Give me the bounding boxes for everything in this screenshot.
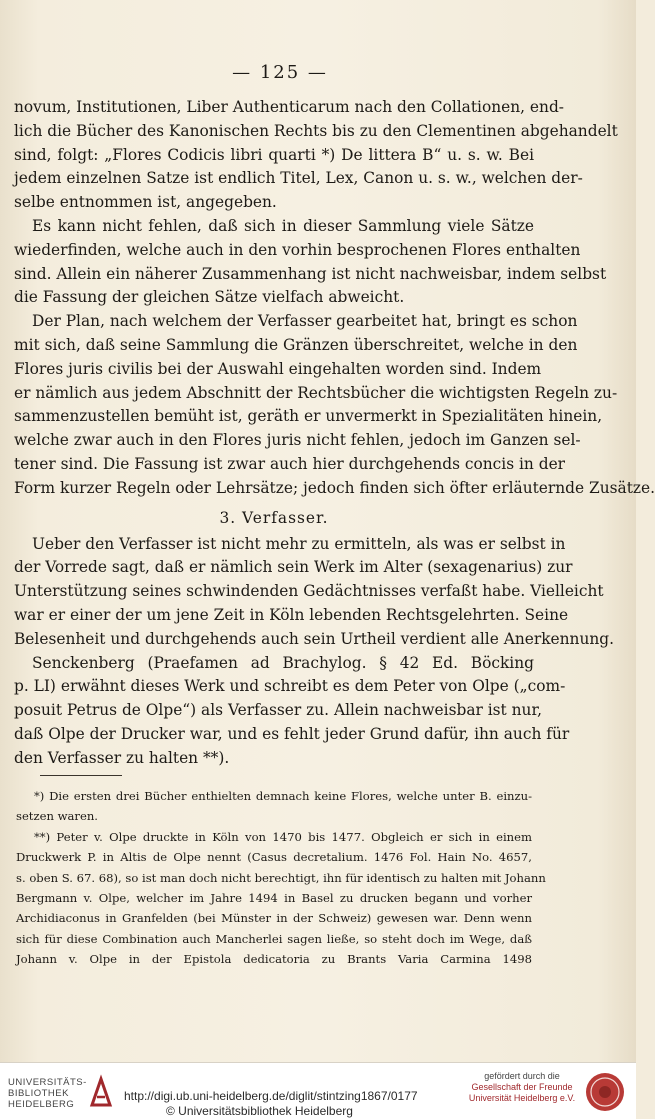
section-line: Belesenheit und durchgehends auch sein Urtheil verdient alle Anerkennung.: [14, 629, 615, 648]
footnotes: [16, 786, 546, 970]
library-name-line: UNIVERSITÄTS-: [8, 1077, 87, 1088]
body-line: Flores juris civilis bei der Auswahl eingehalten worden sind. Indem: [14, 359, 542, 378]
footnote-line: *) Die ersten drei Bücher enthielten demnach keine Flores, welche unter B. einzu-: [34, 789, 532, 803]
body-line: selbe entnommen ist, angegeben.: [14, 193, 277, 212]
body-line: die Fassung der gleichen Sätze vielfach abweicht.: [14, 288, 405, 307]
library-logo[interactable]: [8, 1077, 87, 1110]
section-line: den Verfasser zu halten **).: [14, 748, 230, 767]
footnote-line: setzen waren.: [16, 809, 98, 824]
body-text: [14, 96, 655, 771]
section-line: daß Olpe der Drucker war, und es fehlt jeder Grund dafür, ihn auch für: [14, 724, 570, 743]
section-line: war er einer der um jene Zeit in Köln lebenden Rechtsgelehrten. Seine: [14, 605, 569, 624]
section-line: posuit Petrus de Olpe“) als Verfasser zu. Allein nachweisbar ist nur,: [14, 701, 543, 720]
section-line: Ueber den Verfasser ist nicht mehr zu ermitteln, als was er selbst in: [32, 534, 566, 553]
body-line: jedem einzelnen Satze ist endlich Titel, Lex, Canon u. s. w., welchen der-: [14, 169, 583, 188]
page-number: — 125 —: [232, 62, 328, 83]
body-line: Es kann nicht fehlen, daß sich in dieser Sammlung viele Sätze: [32, 216, 534, 235]
footnote-line: Archidiaconus in Granfelden (bei Münster in der Schweiz) gewesen war. Denn wenn: [16, 911, 532, 926]
citation-block: [124, 1089, 454, 1119]
body-line: novum, Institutionen, Liber Authenticarum nach den Collationen, end-: [14, 98, 565, 116]
section-line: p. LI) erwähnt dieses Werk und schreibt es dem Peter von Olpe („com-: [14, 677, 566, 696]
section-line: Unterstützung seines schwindenden Gedächtnisses verfaßt habe. Vielleicht: [14, 582, 604, 601]
footnote-line: Druckwerk P. in Altis de Olpe nennt (Casus decretalium. 1476 Fol. Hain No. 4657,: [16, 850, 532, 865]
sponsor-logo[interactable]: [466, 1071, 578, 1104]
footnote-line: s. oben S. 67. 68), so ist man doch nicht berechtigt, ihn für identisch zu halten mit Johann: [16, 870, 546, 885]
section-line: Senckenberg (Praefamen ad Brachylog. § 42 Ed. Böcking: [32, 653, 534, 672]
sponsor-line: Universität Heidelberg e.V.: [468, 1093, 576, 1103]
library-mark-icon: [88, 1075, 114, 1109]
body-line: lich die Bücher des Kanonischen Rechts bis zu den Clementinen abgehandelt: [14, 121, 618, 140]
body-line: tener sind. Die Fassung ist zwar auch hier durchgehends concis in der: [14, 454, 566, 473]
section-heading: 3. Verfasser.: [219, 508, 329, 527]
body-line: wiederfinden, welche auch in den vorhin besprochenen Flores enthalten: [14, 240, 581, 259]
body-line: sammenzustellen bemüht ist, geräth er unvermerkt in Spezialitäten hinein,: [14, 407, 603, 426]
library-name-line: HEIDELBERG: [8, 1099, 75, 1110]
body-line: er nämlich aus jedem Abschnitt der Rechtsbücher die wichtigsten Regeln zu-: [14, 383, 618, 402]
sponsor-line: gefördert durch die: [484, 1071, 560, 1081]
body-line: sind, folgt: „Flores Codicis libri quarti *) De littera B“ u. s. w. Bei: [14, 145, 534, 164]
library-name-line: BIBLIOTHEK: [8, 1088, 69, 1099]
section-line: der Vorrede sagt, daß er nämlich sein Werk im Alter (sexagenarius) zur: [14, 558, 573, 577]
body-line: Der Plan, nach welchem der Verfasser gearbeitet hat, bringt es schon: [32, 312, 578, 331]
sponsor-line: Gesellschaft der Freunde: [471, 1082, 573, 1092]
footnote-line: Bergmann v. Olpe, welcher im Jahre 1494 in Basel zu drucken begann und vorher: [16, 890, 532, 905]
body-line: mit sich, daß seine Sammlung die Gränzen überschreitet, welche in den: [14, 335, 578, 354]
footnote-line: sich für diese Combination auch Mancherlei sagen ließe, so steht doch im Wege, daß: [16, 931, 532, 946]
footnote-line: Johann v. Olpe in der Epistola dedicatoria zu Brants Varia Carmina 1498: [16, 952, 532, 967]
footnote-rule: [40, 775, 122, 776]
permalink-url[interactable]: http://digi.ub.uni-heidelberg.de/diglit/stintzing1867/0177: [124, 1089, 418, 1103]
body-line: sind. Allein ein näherer Zusammenhang ist nicht nachweisbar, indem selbst: [14, 264, 607, 283]
body-line: Form kurzer Regeln oder Lehrsätze; jedoch finden sich öfter erläuternde Zusätze.: [14, 478, 655, 497]
copyright-text: © Universitätsbibliothek Heidelberg: [166, 1104, 353, 1118]
body-line: welche zwar auch in den Flores juris nicht fehlen, jedoch im Ganzen sel-: [14, 431, 581, 450]
university-seal-icon: [584, 1071, 626, 1113]
footnote-line: **) Peter v. Olpe druckte in Köln von 1470 bis 1477. Obgleich er sich in einem: [34, 829, 532, 844]
footer-bar: [0, 1062, 636, 1119]
